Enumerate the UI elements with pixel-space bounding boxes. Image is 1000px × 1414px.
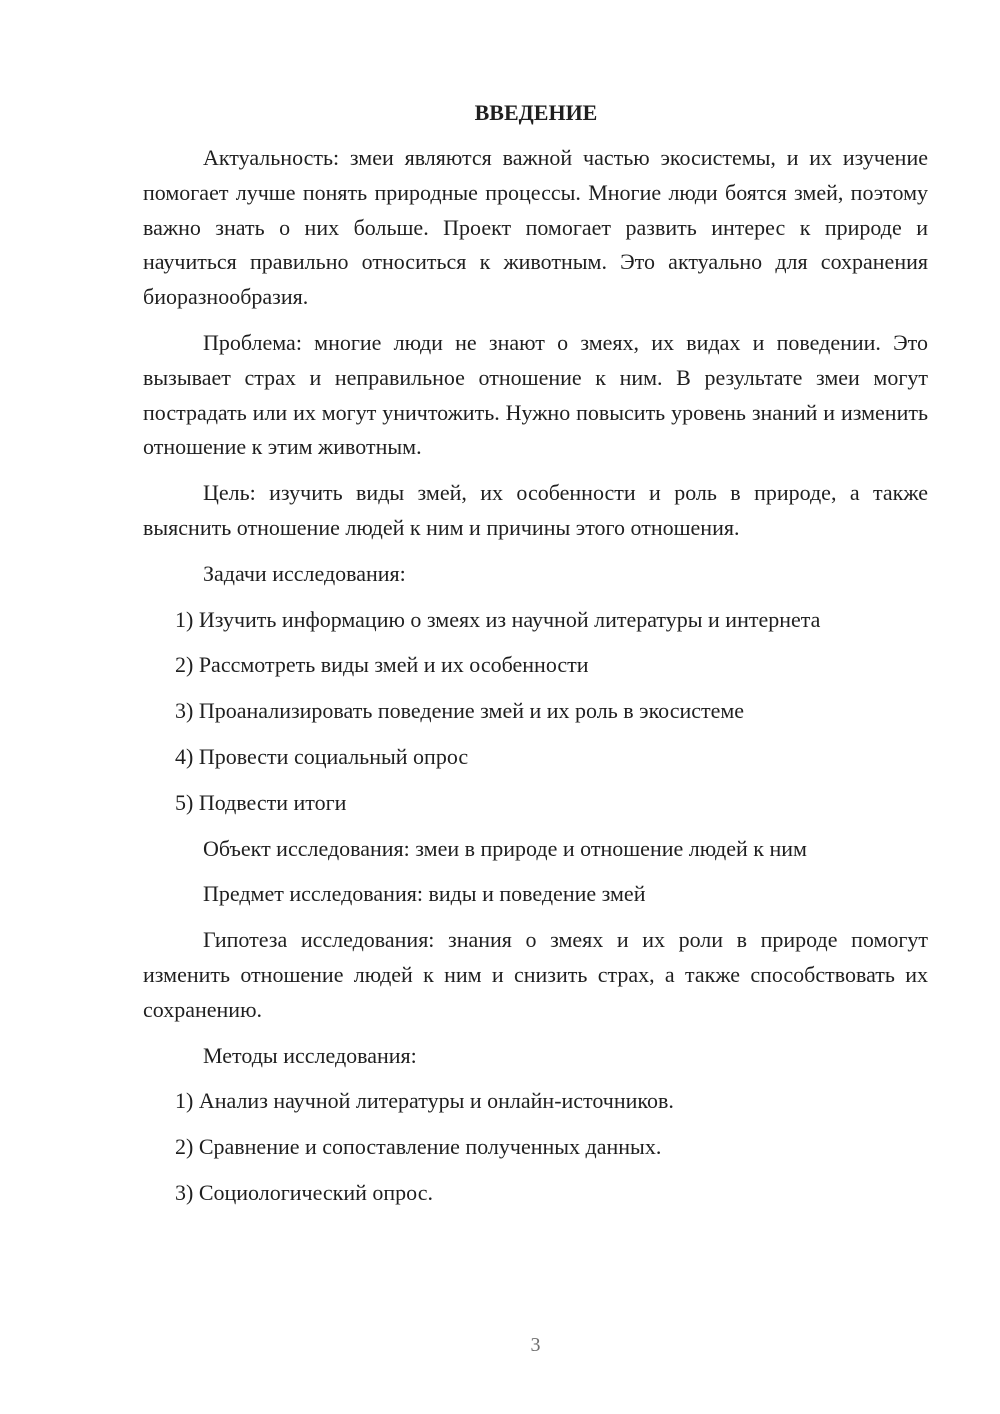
task-item: 3) Проанализировать поведение змей и их роль в экосистеме — [175, 698, 745, 724]
research-subject: Предмет исследования: виды и поведение змей — [203, 881, 646, 907]
page-content — [143, 96, 928, 1222]
method-item: 2) Сравнение и сопоставление полученных данных. — [175, 1134, 662, 1160]
section-heading: ВВЕДЕНИЕ — [474, 100, 598, 125]
task-item: 5) Подвести итоги — [175, 789, 347, 815]
research-object: Объект исследования: змеи в природе и отношение людей к ним — [203, 835, 807, 861]
methods-title: Методы исследования: — [203, 1042, 417, 1068]
method-item: 3) Социологический опрос. — [175, 1179, 433, 1205]
hypothesis-paragraph: Гипотеза исследования: знания о змеях и их роли в природе помогут изменить отношение людей к ним и снизить страх, а также способствовать их сохранению. — [143, 927, 928, 1022]
task-item: 2) Рассмотреть виды змей и их особенности — [175, 652, 589, 678]
goal-paragraph: Цель: изучить виды змей, их особенности и роль в природе, а также выяснить отношение людей к ним и причины этого отношения. — [143, 480, 928, 540]
page-number: 3 — [530, 1334, 541, 1356]
problem-paragraph: Проблема: многие люди не знают о змеях, их видах и поведении. Это вызывает страх и неправильное отношение к ним. В результате змеи могут пострадать или их могут уничтожить. Нужно повысить уровень знаний и изменить отношение к этим животным. — [143, 329, 928, 460]
method-item: 1) Анализ научной литературы и онлайн-источников. — [175, 1088, 674, 1114]
relevance-paragraph: Актуальность: змеи являются важной частью экосистемы, и их изучение помогает лучше понять природные процессы. Многие люди боятся змей, поэтому важно знать о них больше. Проект помогает развить интерес к природе и научиться правильно относиться к животным. Это актуально для сохранения биоразнообразия. — [143, 145, 928, 310]
tasks-title: Задачи исследования: — [203, 560, 406, 586]
task-item: 4) Провести социальный опрос — [175, 743, 469, 769]
task-item: 1) Изучить информацию о змеях из научной литературы и интернета — [175, 606, 821, 632]
